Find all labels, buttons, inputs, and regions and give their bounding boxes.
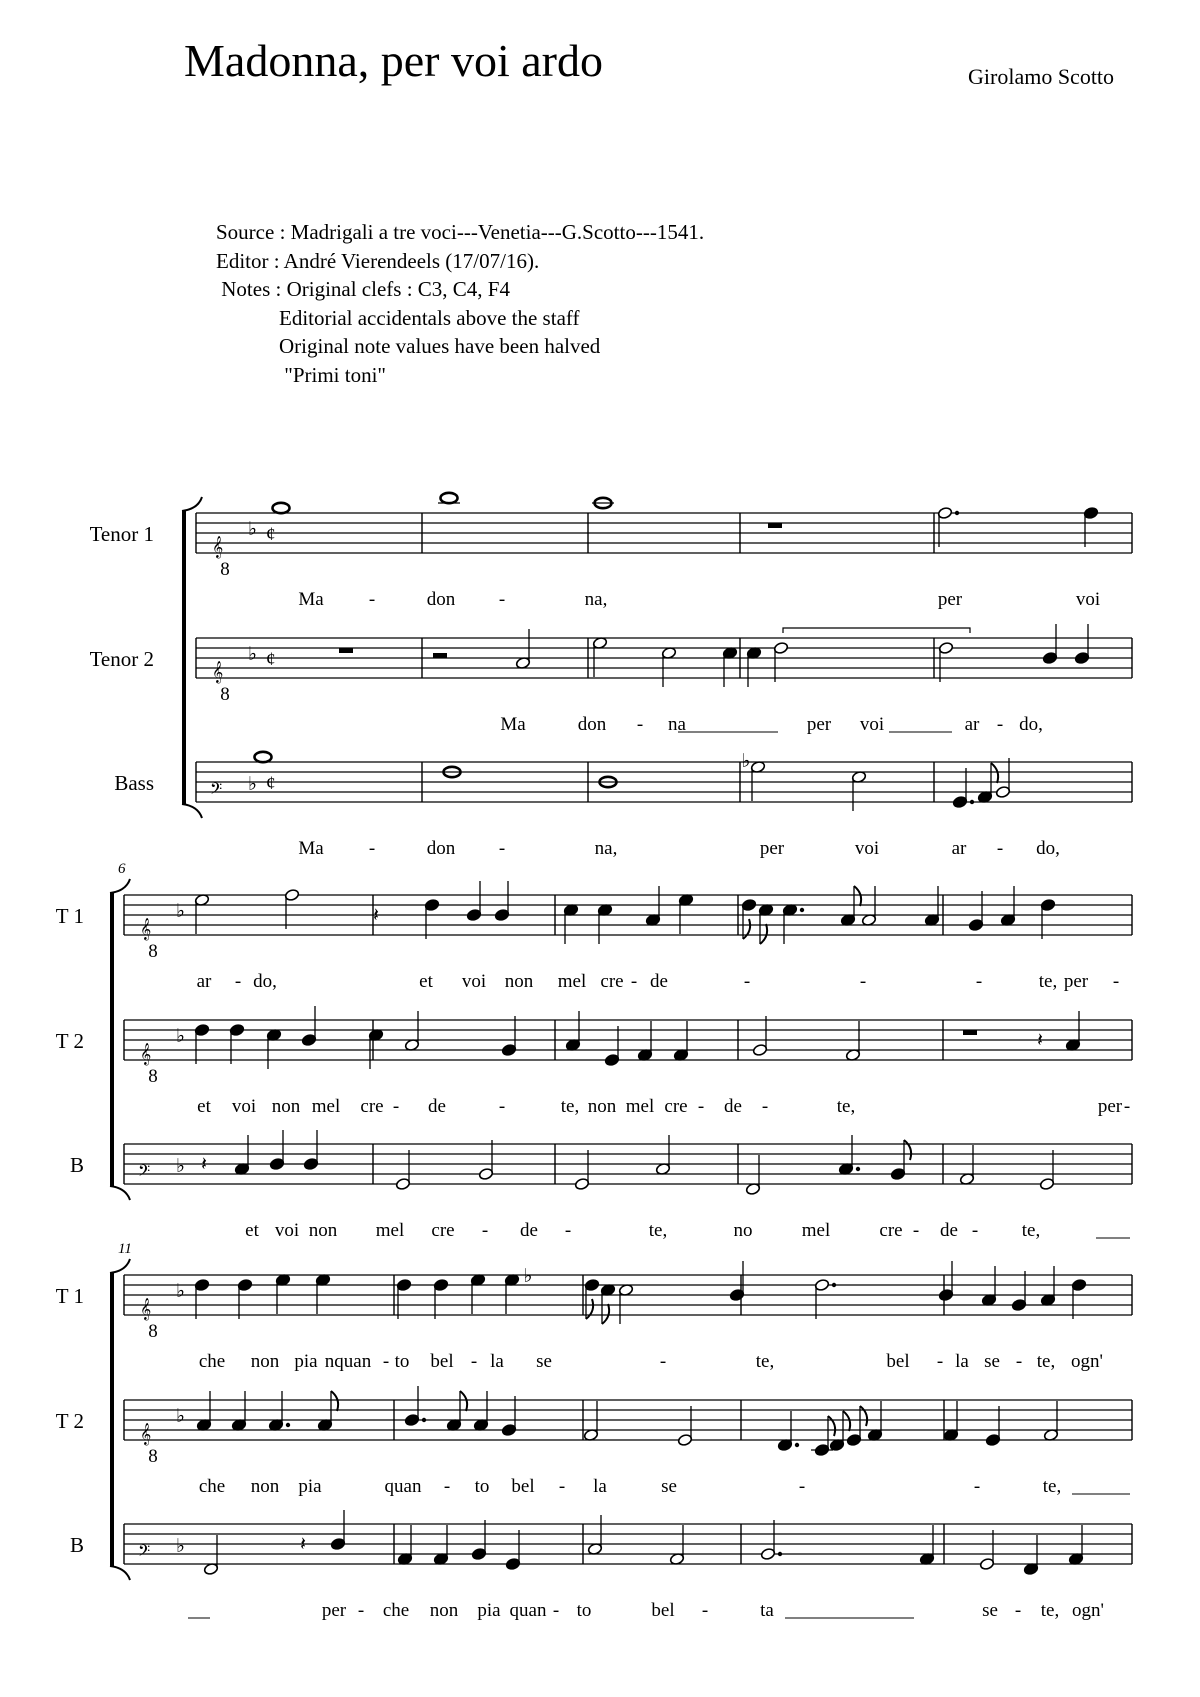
lyric-syllable: na, — [594, 838, 618, 859]
lyric-hyphen: - — [697, 1096, 705, 1117]
augmentation-dot — [970, 800, 974, 804]
octave-mark: 8 — [220, 559, 230, 580]
note-flag — [743, 919, 750, 939]
lyric-syllable: per — [937, 589, 963, 610]
bass-clef-icon: 𝄢 — [138, 1163, 151, 1184]
lyric-syllable: quan — [384, 1476, 422, 1497]
octave-mark: 8 — [148, 941, 158, 962]
lyric-syllable: Ma — [500, 714, 526, 735]
lyric-syllable: che — [382, 1600, 410, 1621]
lyric-syllable: per — [1097, 1096, 1123, 1117]
lyric-syllable: quan — [509, 1600, 547, 1621]
whole-note — [273, 503, 290, 513]
note-line-mode: "Primi toni" — [216, 362, 386, 387]
lyric-syllable: te, — [755, 1351, 775, 1372]
lyric-hyphen: - — [1123, 1096, 1131, 1117]
lyric-syllable: do, — [1036, 838, 1060, 859]
lyric-syllable: per — [806, 714, 832, 735]
note-flag — [828, 1416, 835, 1436]
lyric-hyphen: - — [1014, 1600, 1022, 1621]
whole-note — [441, 493, 458, 503]
part-label: B — [69, 1153, 84, 1177]
lyric-hyphen: - — [392, 1096, 400, 1117]
lyric-hyphen: - — [382, 1351, 390, 1372]
lyric-syllable: de — [428, 1096, 446, 1117]
augmentation-dot — [832, 1283, 836, 1287]
lyric-syllable: per — [1063, 971, 1089, 992]
whole-rest — [339, 648, 353, 653]
lyric-syllable: te, — [648, 1220, 668, 1241]
composer-name: Girolamo Scotto — [968, 64, 1115, 89]
flat-key-signature-icon: ♭ — [176, 1281, 185, 1302]
lyric-syllable: non — [587, 1096, 617, 1117]
bracket-bottom-hook — [182, 804, 202, 818]
lyric-syllable: te, — [1040, 1600, 1060, 1621]
note-flag — [586, 1299, 593, 1319]
lyric-syllable: ogn' — [1071, 1351, 1103, 1372]
lyric-syllable: la — [593, 1476, 607, 1497]
lyric-syllable: don — [426, 589, 456, 610]
cut-time-icon: ¢ — [266, 649, 276, 670]
lyric-syllable: che — [198, 1351, 226, 1372]
lyric-hyphen: - — [659, 1351, 667, 1372]
lyric-syllable: na, — [584, 589, 608, 610]
lyric-syllable: non — [250, 1351, 280, 1372]
lyric-hyphen: - — [498, 1096, 506, 1117]
part-label: T 2 — [55, 1409, 84, 1433]
lyric-syllable: non — [250, 1476, 280, 1497]
lyric-syllable: to — [474, 1476, 490, 1497]
lyric-syllable: voi — [461, 971, 487, 992]
lyric-syllable: don — [577, 714, 607, 735]
lyric-syllable: do, — [253, 971, 277, 992]
flat-accidental-icon: ♭ — [741, 751, 751, 772]
lyric-hyphen: - — [368, 838, 376, 859]
lyric-syllable: se — [984, 1351, 1000, 1372]
octave-mark: 8 — [148, 1321, 158, 1342]
treble-clef-icon: 𝄞 — [140, 919, 152, 940]
lyric-hyphen: - — [481, 1220, 489, 1241]
lyric-syllable: ar — [196, 971, 212, 992]
lyric-syllable: pia — [477, 1600, 501, 1621]
treble-clef-icon: 𝄞 — [140, 1424, 152, 1445]
lyric-syllable: ogn' — [1072, 1600, 1104, 1621]
bracket-top-hook — [182, 497, 202, 511]
lyric-syllable: la — [490, 1351, 504, 1372]
lyric-syllable: cre — [879, 1220, 903, 1241]
lyric-hyphen: - — [996, 714, 1004, 735]
lyric-hyphen: - — [971, 1220, 979, 1241]
octave-mark: 8 — [220, 684, 230, 705]
part-label: Tenor 2 — [89, 647, 154, 671]
bass-clef-icon: 𝄢 — [210, 781, 223, 802]
bass-clef-icon: 𝄢 — [138, 1543, 151, 1564]
lyric-syllable: bel — [430, 1351, 454, 1372]
lyric-syllable: de — [724, 1096, 742, 1117]
lyric-hyphen: - — [1015, 1351, 1023, 1372]
lyric-syllable: mel — [557, 971, 587, 992]
lyric-syllable: non — [429, 1600, 459, 1621]
page-title: Madonna, per voi ardo — [184, 35, 603, 86]
lyric-syllable: te, — [1038, 971, 1058, 992]
lyric-syllable: to — [576, 1600, 592, 1621]
lyric-hyphen: - — [234, 971, 242, 992]
note-line-clefs: Notes : Original clefs : C3, C4, F4 — [216, 277, 510, 301]
flat-key-signature-icon: ♭ — [248, 519, 257, 540]
lyric-syllable: mel — [375, 1220, 405, 1241]
flat-key-signature-icon: ♭ — [176, 1406, 185, 1427]
octave-mark: 8 — [148, 1066, 158, 1087]
lyric-syllable: et — [419, 971, 433, 992]
lyric-syllable: Ma — [298, 589, 324, 610]
lyric-hyphen: - — [470, 1351, 478, 1372]
part-label: T 2 — [55, 1029, 84, 1053]
lyric-syllable: cre — [664, 1096, 688, 1117]
lyric-hyphen: - — [996, 838, 1004, 859]
lyric-syllable: na — [668, 714, 686, 735]
lyric-syllable: non — [504, 971, 534, 992]
note-line-accidentals: Editorial accidentals above the staff — [216, 305, 580, 330]
ligature-bracket — [783, 628, 970, 633]
lyric-syllable: et — [197, 1096, 211, 1117]
quarter-rest: 𝄽 — [373, 905, 379, 926]
lyric-syllable: Ma — [298, 838, 324, 859]
note-line-source: Source : Madrigali a tre voci---Venetia---G.Scotto---1541. — [216, 220, 705, 244]
flat-accidental-icon: ♭ — [523, 1266, 533, 1287]
lyric-syllable: per — [759, 838, 785, 859]
lyric-syllable: de — [940, 1220, 958, 1241]
lyric-syllable: voi — [854, 838, 880, 859]
lyric-syllable: nquan — [324, 1351, 372, 1372]
whole-note — [255, 752, 272, 762]
measure-number: 6 — [118, 861, 126, 877]
lyric-syllable: bel — [886, 1351, 910, 1372]
lyric-syllable: voi — [859, 714, 885, 735]
lyric-syllable: te, — [560, 1096, 580, 1117]
part-label: T 1 — [55, 904, 84, 928]
cut-time-icon: ¢ — [266, 773, 276, 794]
lyric-hyphen: - — [558, 1476, 566, 1497]
lyric-syllable: mel — [801, 1220, 831, 1241]
bracket-bottom-hook — [110, 1566, 130, 1580]
lyric-hyphen: - — [798, 1476, 806, 1497]
note-flag — [860, 1406, 867, 1426]
augmentation-dot — [286, 1423, 290, 1427]
lyric-hyphen: - — [975, 971, 983, 992]
flat-key-signature-icon: ♭ — [176, 901, 185, 922]
lyric-hyphen: - — [743, 971, 751, 992]
lyric-syllable: per — [321, 1600, 347, 1621]
flat-key-signature-icon: ♭ — [248, 774, 257, 795]
lyric-hyphen: - — [564, 1220, 572, 1241]
augmentation-dot — [795, 1443, 799, 1447]
augmentation-dot — [955, 511, 959, 515]
flat-key-signature-icon: ♭ — [248, 644, 257, 665]
part-label: Bass — [114, 771, 154, 795]
flat-key-signature-icon: ♭ — [176, 1156, 185, 1177]
lyric-syllable: se — [982, 1600, 998, 1621]
lyric-syllable: de — [650, 971, 668, 992]
lyric-syllable: te, — [1021, 1220, 1041, 1241]
lyric-hyphen: - — [761, 1096, 769, 1117]
note-flag — [904, 1140, 911, 1160]
lyric-syllable: te, — [836, 1096, 856, 1117]
lyric-syllable: non — [271, 1096, 301, 1117]
lyric-hyphen: - — [498, 589, 506, 610]
lyric-syllable: se — [536, 1351, 552, 1372]
lyric-syllable: voi — [274, 1220, 300, 1241]
note-flag — [460, 1391, 467, 1411]
lyric-hyphen: - — [859, 971, 867, 992]
augmentation-dot — [778, 1552, 782, 1556]
cut-time-icon: ¢ — [266, 524, 276, 545]
lyric-hyphen: - — [973, 1476, 981, 1497]
lyric-syllable: voi — [1075, 589, 1101, 610]
part-label: Tenor 1 — [89, 522, 154, 546]
lyric-syllable: ar — [964, 714, 980, 735]
lyric-syllable: pia — [294, 1351, 318, 1372]
augmentation-dot — [422, 1418, 426, 1422]
lyric-syllable: che — [198, 1476, 226, 1497]
lyric-syllable: mel — [311, 1096, 341, 1117]
whole-rest — [768, 523, 782, 528]
treble-clef-icon: 𝄞 — [212, 537, 224, 558]
lyric-syllable: to — [394, 1351, 410, 1372]
lyric-hyphen: - — [368, 589, 376, 610]
quarter-rest: 𝄽 — [300, 1534, 306, 1555]
lyric-syllable: do, — [1019, 714, 1043, 735]
lyric-syllable: cre — [431, 1220, 455, 1241]
lyric-syllable: don — [426, 838, 456, 859]
note-line-editor: Editor : André Vierendeels (17/07/16). — [216, 248, 540, 273]
half-rest — [433, 653, 447, 658]
lyric-hyphen: - — [357, 1600, 365, 1621]
lyric-syllable: ta — [760, 1600, 774, 1621]
lyric-syllable: la — [955, 1351, 969, 1372]
note-flag — [602, 1304, 609, 1324]
augmentation-dot — [856, 1167, 860, 1171]
note-flag — [991, 763, 998, 783]
lyric-hyphen: - — [1112, 971, 1120, 992]
treble-clef-icon: 𝄞 — [140, 1044, 152, 1065]
lyric-syllable: et — [245, 1220, 259, 1241]
note-flag — [331, 1391, 338, 1411]
lyric-hyphen: - — [701, 1600, 709, 1621]
note-line-values: Original note values have been halved — [216, 334, 601, 358]
bracket-top-hook — [110, 1259, 130, 1273]
note-flag — [760, 924, 767, 944]
lyric-syllable: non — [308, 1220, 338, 1241]
lyric-syllable: cre — [360, 1096, 384, 1117]
treble-clef-icon: 𝄞 — [212, 662, 224, 683]
lyric-syllable: ar — [951, 838, 967, 859]
treble-clef-icon: 𝄞 — [140, 1299, 152, 1320]
bracket-top-hook — [110, 879, 130, 893]
part-label: T 1 — [55, 1284, 84, 1308]
lyric-hyphen: - — [936, 1351, 944, 1372]
whole-rest — [963, 1030, 977, 1035]
quarter-rest: 𝄽 — [1037, 1030, 1043, 1051]
augmentation-dot — [800, 908, 804, 912]
lyric-syllable: te, — [1042, 1476, 1062, 1497]
octave-mark: 8 — [148, 1446, 158, 1467]
lyric-hyphen: - — [552, 1600, 560, 1621]
lyric-hyphen: - — [443, 1476, 451, 1497]
quarter-rest: 𝄽 — [201, 1154, 207, 1175]
lyric-syllable: te, — [1036, 1351, 1056, 1372]
flat-key-signature-icon: ♭ — [176, 1536, 185, 1557]
lyric-hyphen: - — [630, 971, 638, 992]
bracket-bottom-hook — [110, 1186, 130, 1200]
measure-number: 11 — [118, 1241, 132, 1257]
lyric-hyphen: - — [498, 838, 506, 859]
lyric-hyphen: - — [636, 714, 644, 735]
note-flag — [854, 886, 861, 906]
part-label: B — [69, 1533, 84, 1557]
lyric-syllable: de — [520, 1220, 538, 1241]
note-flag — [843, 1411, 850, 1431]
lyric-syllable: bel — [511, 1476, 535, 1497]
lyric-syllable: bel — [651, 1600, 675, 1621]
flat-key-signature-icon: ♭ — [176, 1026, 185, 1047]
lyric-syllable: voi — [231, 1096, 257, 1117]
lyric-hyphen: - — [912, 1220, 920, 1241]
lyric-syllable: se — [661, 1476, 677, 1497]
lyric-syllable: cre — [600, 971, 624, 992]
lyric-syllable: pia — [298, 1476, 322, 1497]
lyric-syllable: no — [733, 1220, 753, 1241]
lyric-syllable: mel — [625, 1096, 655, 1117]
